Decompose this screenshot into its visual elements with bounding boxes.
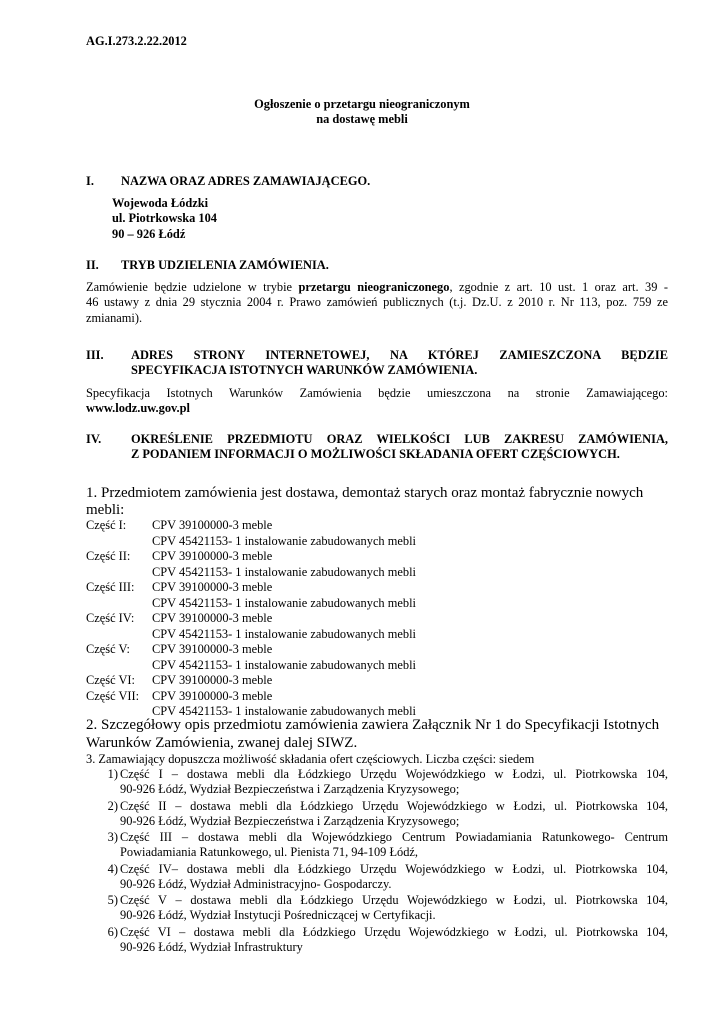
section-1-heading: NAZWA ORAZ ADRES ZAMAWIAJĄCEGO. <box>121 174 371 188</box>
part-description-line1: Część V – dostawa mebli dla Łódzkiego Urzędu Wojewódzkiego w Łodzi, ul. Piotrkowska 104, <box>120 893 668 907</box>
part-item <box>120 767 668 797</box>
part-item <box>120 799 668 829</box>
part-number: 6) <box>107 924 118 939</box>
part-number: 2) <box>107 798 118 813</box>
procedure-type: przetargu nieograniczonego <box>298 280 450 294</box>
cpv-code: CPV 39100000-3 meble <box>152 518 273 532</box>
paragraph-3: 3. Zamawiający dopuszcza możliwość składania ofert częściowych. Liczba części: siedem <box>86 752 535 766</box>
section-4-heading-line2: Z PODANIEM INFORMACJI O MOŻLIWOŚCI SKŁADANIA OFERT CZĘŚCIOWYCH. <box>131 447 620 461</box>
part-description-line1: Część IV– dostawa mebli dla Łódzkiego Urzędu Wojewódzkiego w Łodzi, ul. Piotrkowska 104, <box>120 861 668 876</box>
cpv-part-label: Część III: <box>86 580 135 594</box>
section-2-body-line1: Zamówienie będzie udzielone w trybie przetargu nieograniczonego, zgodnie z art. 10 ust. 1 oraz art. 39 - <box>86 280 668 294</box>
part-number: 3) <box>107 830 118 844</box>
part-description-line2: 90-926 Łódź, Wydział Administracyjno- Gospodarczy. <box>120 876 392 891</box>
cpv-code: CPV 45421153- 1 instalowanie zabudowanych mebli <box>152 704 416 718</box>
part-item <box>120 893 668 923</box>
section-3-number: III. <box>86 348 104 362</box>
cpv-part-label: Część II: <box>86 549 131 563</box>
cpv-code: CPV 45421153- 1 instalowanie zabudowanych mebli <box>152 595 416 610</box>
siwz-url-link[interactable]: www.lodz.uw.gov.pl <box>86 401 190 415</box>
section-1-number: I. <box>86 174 94 188</box>
cpv-code: CPV 45421153- 1 instalowanie zabudowanych mebli <box>152 626 416 641</box>
part-item <box>120 925 668 955</box>
part-item <box>120 862 668 892</box>
address-line: ul. Piotrkowska 104 <box>112 211 217 225</box>
part-number: 4) <box>107 861 118 876</box>
cpv-code: CPV 39100000-3 meble <box>152 642 273 656</box>
section-2-number: II. <box>86 258 99 272</box>
address-line: Wojewoda Łódzki <box>112 196 209 210</box>
part-description-line2: 90-926 Łódź, Wydział Instytucji Pośredniczącej w Certyfikacji. <box>120 908 436 922</box>
section-3-body: Specyfikacja Istotnych Warunków Zamówienia będzie umieszczona na stronie Zamawiającego: <box>86 386 668 400</box>
part-description-line2: 90-926 Łódź, Wydział Infrastruktury <box>120 939 303 954</box>
parts-list <box>0 767 724 957</box>
cpv-code: CPV 39100000-3 meble <box>152 549 273 563</box>
paragraph-2-line2: Warunków Zamówienia, zwanej dalej SIWZ. <box>86 735 358 751</box>
part-number: 1) <box>107 767 118 781</box>
document-title-line1: Ogłoszenie o przetargu nieograniczonym <box>254 97 470 111</box>
part-description-line1: Część III – dostawa mebli dla Wojewódzkiego Centrum Powiadamiania Ratunkowego- Centrum <box>120 830 668 844</box>
cpv-code: CPV 45421153- 1 instalowanie zabudowanych mebli <box>152 564 416 579</box>
section-3-heading-line1: ADRES STRONY INTERNETOWEJ, NA KTÓREJ ZAMIESZCZONA BĘDZIE <box>131 348 668 362</box>
cpv-part-label: Część VII: <box>86 688 140 703</box>
cpv-list <box>0 518 724 718</box>
document-title-line2: na dostawę mebli <box>316 112 408 126</box>
section-2-body-line3: zmianami). <box>86 311 143 325</box>
part-description-line2: 90-926 Łódź, Wydział Bezpieczeństwa i Zarządzenia Kryzysowego; <box>120 813 460 828</box>
cpv-code: CPV 39100000-3 meble <box>152 688 273 703</box>
cpv-part-label: Część VI: <box>86 673 135 687</box>
section-2-body-line2: 46 ustawy z dnia 29 stycznia 2004 r. Prawo zamówień publicznych (t.j. Dz.U. z 2010 r. Nr 113, poz. 759 ze <box>86 295 668 309</box>
paragraph-2-line1: 2. Szczegółowy opis przedmiotu zamówienia zawiera Załącznik Nr 1 do Specyfikacji Istotnych <box>86 717 660 733</box>
part-description-line1: Część VI – dostawa mebli dla Łódzkiego Urzędu Wojewódzkiego w Łodzi, ul. Piotrkowska 104, <box>120 924 668 939</box>
cpv-code: CPV 45421153- 1 instalowanie zabudowanych mebli <box>152 533 416 548</box>
cpv-part-label: Część I: <box>86 518 127 532</box>
section-3-heading-line2: SPECYFIKACJA ISTOTNYCH WARUNKÓW ZAMÓWIENIA. <box>131 363 478 377</box>
part-item <box>120 830 668 860</box>
part-description-line2: Powiadamiania Ratunkowego, ul. Pienista 71, 94-109 Łódź, <box>120 845 419 859</box>
cpv-code: CPV 45421153- 1 instalowanie zabudowanych mebli <box>152 657 416 672</box>
document-reference: AG.I.273.2.22.2012 <box>86 34 187 48</box>
cpv-code: CPV 39100000-3 meble <box>152 673 273 687</box>
paragraph-1-line2: mebli: <box>86 502 125 518</box>
section-4-heading-line1: OKREŚLENIE PRZEDMIOTU ORAZ WIELKOŚCI LUB ZAKRESU ZAMÓWIENIA, <box>131 432 668 446</box>
cpv-part-label: Część IV: <box>86 611 135 625</box>
part-description-line1: Część I – dostawa mebli dla Łódzkiego Urzędu Wojewódzkiego w Łodzi, ul. Piotrkowska 104, <box>120 767 668 781</box>
address-line: 90 – 926 Łódź <box>112 227 186 241</box>
part-number: 5) <box>107 893 118 907</box>
cpv-part-label: Część V: <box>86 642 130 656</box>
section-2-heading: TRYB UDZIELENIA ZAMÓWIENIA. <box>121 258 329 272</box>
part-description-line2: 90-926 Łódź, Wydział Bezpieczeństwa i Zarządzenia Kryzysowego; <box>120 782 460 796</box>
section-4-number: IV. <box>86 432 102 446</box>
cpv-code: CPV 39100000-3 meble <box>152 611 273 625</box>
part-description-line1: Część II – dostawa mebli dla Łódzkiego Urzędu Wojewódzkiego w Łodzi, ul. Piotrkowska 104, <box>120 798 668 813</box>
paragraph-1-line1: 1. Przedmiotem zamówienia jest dostawa, demontaż starych oraz montaż fabrycznie nowych <box>86 485 644 501</box>
cpv-code: CPV 39100000-3 meble <box>152 580 273 594</box>
